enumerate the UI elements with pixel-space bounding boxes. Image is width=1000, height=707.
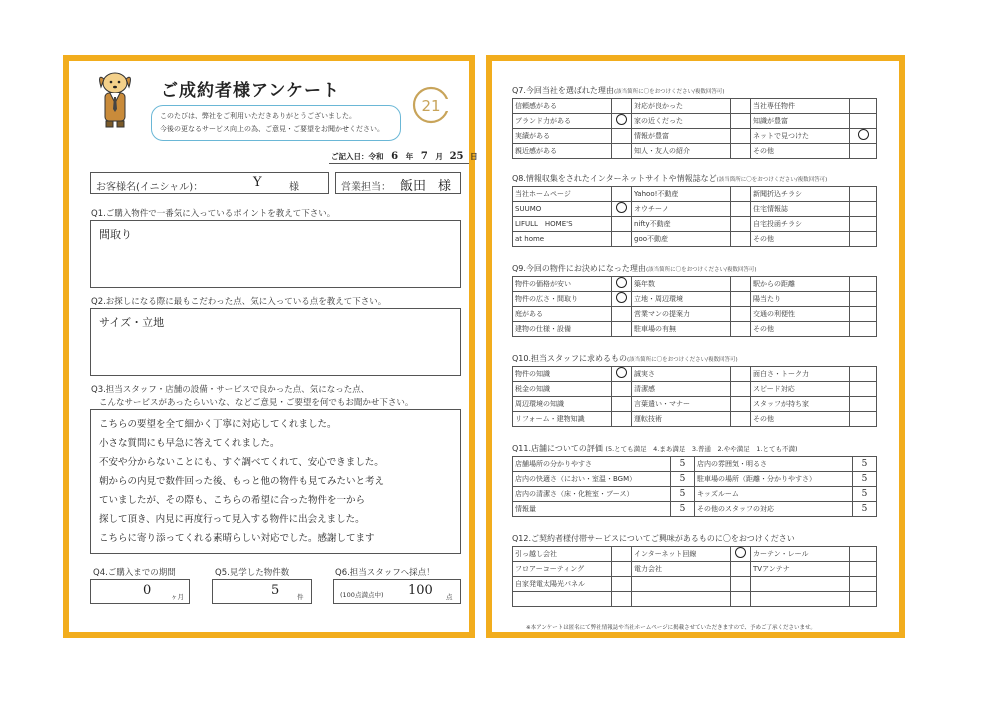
q10-table [512,366,877,427]
q7-option-checkbox[interactable] [731,99,751,114]
q8-option-checkbox[interactable] [731,217,751,232]
selected-circle-mark [735,547,746,558]
q8-row [513,232,877,247]
date-day-unit: 日 [470,152,478,161]
customer-name-label: お客様名(イニシャル)： [96,182,204,193]
q11-criterion-label: その他のスタッフの対応 [695,502,853,517]
date-month: 7 [420,151,428,162]
q9-option-label: 陽当たり [751,292,850,307]
q9-option-label: 営業マンの提案力 [632,307,731,322]
q12-option-checkbox[interactable] [850,577,877,592]
q9-table [512,276,877,337]
q8-option-checkbox[interactable] [612,217,632,232]
q5-answer-box[interactable] [212,579,312,604]
sales-staff-field[interactable] [335,172,461,194]
q8-option-label: goo不動産 [632,232,731,247]
q8-row [513,217,877,232]
q12-option-label: TVアンテナ [751,562,850,577]
q11-rating-value[interactable]: 5 [853,472,877,487]
q9-row [513,277,877,292]
q9-option-label: その他 [751,322,850,337]
q10-row [513,382,877,397]
q8-option-checkbox[interactable] [731,202,751,217]
selected-circle-mark [616,367,627,378]
q3-answer-line: ていましたが、その際も、こちらの希望に合った物件を一から [99,495,366,506]
q6-label: Q6.担当スタッフへ採点！ [335,568,435,578]
q8-option-checkbox[interactable] [612,202,632,217]
q10-row [513,412,877,427]
q3-answer-line: 探して頂き、内見に再度行って見入する物件に出会えました。 [99,514,365,525]
q10-option-label: 税金の知識 [513,382,612,397]
q7-option-checkbox[interactable] [612,129,632,144]
q7-option-label: ネットで見つけた [751,129,850,144]
q8-row [513,202,877,217]
q8-option-checkbox[interactable] [731,187,751,202]
q12-option-checkbox[interactable] [731,592,751,607]
q3-answer-line: 朝からの内見で数件回った後、もっと他の物件も見てみたいと考え [99,476,385,487]
q3-answer-line: こちらの要望を全て細かく丁寧に対応してくれました。 [99,419,337,430]
q11-row [513,487,877,502]
q9-option-checkbox[interactable] [612,322,632,337]
q12-option-checkbox[interactable] [850,592,877,607]
q4-label: Q4.ご購入までの期間 [93,568,176,578]
q12-option-checkbox[interactable] [850,547,877,562]
q9-option-label: 物件の広さ・間取り [513,292,612,307]
q9-option-checkbox[interactable] [731,277,751,292]
q11-table [512,456,877,517]
q7-option-label: 家の近くだった [632,114,731,129]
q10-option-label: リフォーム・建物知識 [513,412,612,427]
intro-bubble [151,105,401,141]
q11-row [513,502,877,517]
q7-option-checkbox[interactable] [850,114,877,129]
q11-row [513,472,877,487]
q7-option-checkbox[interactable] [612,114,632,129]
q3-answer-line: 小さな質問にも早急に答えてくれました。 [99,438,280,449]
q11-rating-value[interactable]: 5 [671,472,695,487]
q10-option-checkbox[interactable] [612,412,632,427]
q7-option-label: ブランド力がある [513,114,612,129]
q2-answer: サイズ・立地 [99,316,165,329]
customer-name-field[interactable] [90,172,329,194]
q8-row [513,187,877,202]
q10-option-checkbox[interactable] [850,397,877,412]
q12-option-checkbox[interactable] [612,562,632,577]
sales-staff-value: 飯田 [400,179,427,194]
survey-left-page [63,55,478,638]
q7-row [513,114,877,129]
q5-unit: 件 [297,593,304,601]
q6-sub: (100点満点中) [340,591,384,599]
q10-option-label: 清潔感 [632,382,731,397]
q10-option-label: スピード対応 [751,382,850,397]
q8-option-label: 自宅投函チラシ [751,217,850,232]
q7-option-checkbox[interactable] [612,99,632,114]
date-day: 25 [449,151,464,162]
q8-option-label: オウチーノ [632,202,731,217]
q10-row [513,397,877,412]
q9-option-checkbox[interactable] [850,322,877,337]
q12-option-label: インターネット回線 [632,547,731,562]
q7-option-label: 対応が良かった [632,99,731,114]
q9-option-checkbox[interactable] [850,292,877,307]
selected-circle-mark [616,202,627,213]
q4-unit: ヶ月 [171,593,184,601]
q7-option-checkbox[interactable] [731,114,751,129]
q4-answer-box[interactable] [90,579,190,604]
q12-option-checkbox[interactable] [612,577,632,592]
q3-answer-line: こちらに寄り添ってくれる素晴らしい対応でした。感謝してます [99,533,375,544]
q8-option-checkbox[interactable] [731,232,751,247]
q12-option-checkbox[interactable] [731,577,751,592]
q7-option-label: 知識が豊富 [751,114,850,129]
entry-date [331,151,478,162]
q12-option-label [632,577,731,592]
q8-option-checkbox[interactable] [850,202,877,217]
q9-row [513,307,877,322]
q12-row [513,592,877,607]
q9-option-checkbox[interactable] [731,292,751,307]
date-year: 6 [391,151,399,162]
q5-value: 5 [271,583,280,598]
q8-option-label: 住宅情報誌 [751,202,850,217]
q11-row [513,457,877,472]
q11-rating-value[interactable]: 5 [671,502,695,517]
q11-rating-value[interactable]: 5 [671,457,695,472]
customer-name-suffix: 様 [289,182,299,193]
q11-criterion-label: 店内の雰囲気・明るさ [695,457,853,472]
q7-label: Q7.今回当社を選ばれた理由(該当箇所に〇をおつけください/複数回答可) [512,86,725,95]
date-year-unit: 年 [405,152,414,161]
q7-option-label: 知人・友人の紹介 [632,144,731,159]
q3-label-line1: Q3.担当スタッフ・店舗の設備・サービスで良かった点、気になった点、 [91,385,370,395]
q10-option-label: その他 [751,412,850,427]
q7-option-checkbox[interactable] [731,144,751,159]
q8-option-label: nifty不動産 [632,217,731,232]
q9-option-checkbox[interactable] [612,277,632,292]
q3-answer-box[interactable] [90,409,461,554]
q8-label: Q8.情報収集をされたインターネットサイトや情報誌など(該当箇所に〇をおつけください/複数回答可) [512,174,828,183]
q9-option-label: 庭がある [513,307,612,322]
q11-label: Q11.店舗についての評価 (5.とても満足 4.まあ満足 3.普通 2.やや満足 1.とても不満) [512,444,798,453]
q11-criterion-label: 情報量 [513,502,671,517]
q11-criterion-label: 店内の快適さ（におい・室温・BGM） [513,472,671,487]
footer-note: ※本アンケートは匿名にて弊社情報誌や当社ホームページに掲載させていただきますので、予めご了承くださいませ。 [526,625,816,631]
q12-option-label [751,577,850,592]
q10-option-label: 言葉遣い・マナー [632,397,731,412]
q10-option-checkbox[interactable] [731,382,751,397]
q8-option-checkbox[interactable] [850,217,877,232]
q10-option-label: 面白さ・トーク力 [751,367,850,382]
q1-answer: 間取り [99,228,132,241]
q11-criterion-label: 店内の清潔さ（床・化粧室・ブース） [513,487,671,502]
q7-option-label: 情報が豊富 [632,129,731,144]
q11-rating-value[interactable]: 5 [853,487,877,502]
q2-label: Q2.お探しになる際に最もこだわった点、気に入っている点を教えて下さい。 [91,297,387,307]
q8-option-checkbox[interactable] [850,187,877,202]
q8-option-checkbox[interactable] [612,232,632,247]
q2-answer-box[interactable] [90,308,461,376]
q7-option-checkbox[interactable] [612,144,632,159]
q12-row [513,547,877,562]
q7-option-label: 親近感がある [513,144,612,159]
q7-option-checkbox[interactable] [850,99,877,114]
q9-option-checkbox[interactable] [612,292,632,307]
logo-number: 21 [421,97,441,115]
q8-option-label: その他 [751,232,850,247]
q8-option-label: 当社ホームページ [513,187,612,202]
q9-option-checkbox[interactable] [850,277,877,292]
q7-option-label: 信頼感がある [513,99,612,114]
date-month-unit: 月 [435,152,443,161]
q9-option-checkbox[interactable] [850,307,877,322]
q5-label: Q5.見学した物件数 [215,568,290,578]
date-underline [329,163,469,164]
q9-option-checkbox[interactable] [731,307,751,322]
dog-mascot-illustration [93,69,141,131]
q9-option-label: 建物の仕様・設備 [513,322,612,337]
q1-label: Q1.ご購入物件で一番気に入っているポイントを教えて下さい。 [91,209,336,219]
q7-option-label: その他 [751,144,850,159]
customer-name-value: Y [253,175,262,190]
sales-staff-suffix: 様 [438,179,452,194]
selected-circle-mark [616,292,627,303]
q8-option-label: LIFULL HOME'S [513,217,612,232]
q10-row [513,367,877,382]
q7-option-checkbox[interactable] [850,144,877,159]
sales-staff-label: 営業担当： [341,182,391,193]
q7-option-label: 当社専任物件 [751,99,850,114]
q7-row [513,99,877,114]
q12-option-checkbox[interactable] [850,562,877,577]
q8-option-label: at home [513,232,612,247]
q8-option-checkbox[interactable] [612,187,632,202]
q9-label: Q9.今回の物件にお決めになった理由(該当箇所に〇をおつけください/複数回答可) [512,264,757,273]
q10-option-label: スタッフが持ち家 [751,397,850,412]
q12-option-checkbox[interactable] [731,562,751,577]
q6-unit: 点 [446,593,453,601]
q12-table [512,546,877,607]
q12-option-label [751,592,850,607]
q11-criterion-label: 店舗場所の分かりやすさ [513,457,671,472]
selected-circle-mark [858,129,869,140]
q9-row [513,322,877,337]
q3-answer-line: 不安や分からないことにも、すぐ調べてくれて、安心できました。 [99,457,384,468]
q10-option-checkbox[interactable] [850,412,877,427]
q8-option-label: 新聞折込チラシ [751,187,850,202]
survey-right-page [486,55,905,638]
survey-title: ご成約者様アンケート [161,81,340,101]
q8-option-checkbox[interactable] [850,232,877,247]
q9-option-label: 築年数 [632,277,731,292]
q9-option-label: 立地・周辺環境 [632,292,731,307]
q11-criterion-label: 駐車場の場所（距離・分かりやすさ） [695,472,853,487]
intro-line-1: このたびは、弊社をご利用いただきありがとうございました。 [160,112,356,120]
q12-option-label [632,592,731,607]
q9-option-label: 駐車場の有無 [632,322,731,337]
q8-option-label: SUUMO [513,202,612,217]
intro-line-2: 今後の更なるサービス向上の為、ご意見・ご要望をお聞かせください。 [160,125,384,133]
q12-option-label: 電力会社 [632,562,731,577]
q6-answer-box[interactable] [333,579,461,604]
q7-option-checkbox[interactable] [731,129,751,144]
q10-label: Q10.担当スタッフに求めるもの(該当箇所に〇をおつけください/複数回答可) [512,354,738,363]
selected-circle-mark [616,114,627,125]
q8-table [512,186,877,247]
q8-option-label: Yahoo!不動産 [632,187,731,202]
q12-label: Q12.ご契約者様付帯サービスについてご興味があるものに〇をおつけください [512,534,795,543]
q10-option-label: 誠実さ [632,367,731,382]
q11-rating-value[interactable]: 5 [853,502,877,517]
q11-criterion-label: キッズルーム [695,487,853,502]
q7-row [513,129,877,144]
q7-row [513,144,877,159]
q3-label-line2: こんなサービスがあったらいいな、などご意見・ご要望を何でもお聞かせ下さい。 [99,398,414,408]
q10-option-checkbox[interactable] [850,367,877,382]
q9-option-label: 駅からの距離 [751,277,850,292]
q10-option-label: 周辺環境の知識 [513,397,612,412]
q9-option-checkbox[interactable] [612,307,632,322]
q10-option-checkbox[interactable] [731,367,751,382]
q12-option-label [513,592,612,607]
q10-option-checkbox[interactable] [731,412,751,427]
q10-option-checkbox[interactable] [731,397,751,412]
q12-option-checkbox[interactable] [612,547,632,562]
q12-option-label: 自家発電太陽光パネル [513,577,612,592]
q9-row [513,292,877,307]
q10-option-label: 物件の知識 [513,367,612,382]
q12-option-checkbox[interactable] [731,547,751,562]
q10-option-checkbox[interactable] [612,397,632,412]
q1-answer-box[interactable] [90,220,461,288]
q12-option-label: カーテン・レール [751,547,850,562]
q9-option-label: 物件の価格が安い [513,277,612,292]
q10-option-checkbox[interactable] [612,367,632,382]
q9-option-checkbox[interactable] [731,322,751,337]
q12-row [513,577,877,592]
company-logo [411,85,451,125]
q12-option-label: フロアーコーティング [513,562,612,577]
date-label: ご記入日：令和 [331,152,384,161]
q7-option-checkbox[interactable] [850,129,877,144]
q11-rating-value[interactable]: 5 [853,457,877,472]
q7-option-label: 実績がある [513,129,612,144]
q12-option-label: 引っ越し会社 [513,547,612,562]
selected-circle-mark [616,277,627,288]
q10-option-label: 運転技術 [632,412,731,427]
q10-option-checkbox[interactable] [612,382,632,397]
q9-option-label: 交通の利便性 [751,307,850,322]
q7-table [512,98,877,159]
q12-option-checkbox[interactable] [612,592,632,607]
q4-value: 0 [143,583,152,598]
q6-value: 100 [408,583,433,598]
q11-rating-value[interactable]: 5 [671,487,695,502]
q12-row [513,562,877,577]
q10-option-checkbox[interactable] [850,382,877,397]
